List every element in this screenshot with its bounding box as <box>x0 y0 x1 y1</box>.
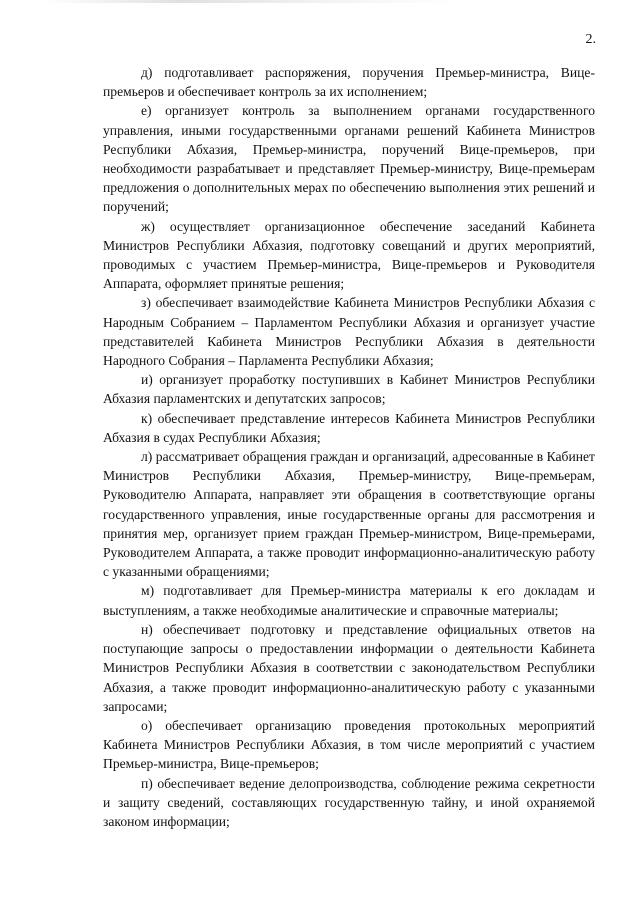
paragraph-o: о) обеспечивает организацию проведения протокольных мероприятий Кабинета Министров Республики Абхазия, в том числе мероприятий с участием Премьер-министра, Вице-премьеров; <box>103 717 595 772</box>
paragraph-p: п) обеспечивает ведение делопроизводства, соблюдение режима секретности и защиту сведений, составляющих государственную тайну, и иной охраняемой законом информации; <box>103 775 595 829</box>
paragraph-z: з) обеспечивает взаимодействие Кабинета Министров Республики Абхазия с Народным Собранием – Парламентом Республики Абхазия и организует участие представителей Кабинета Министров Республики Абхазия в деятельности Народного Собрания – Парламента Республики Абхазия; <box>103 295 595 369</box>
document-body <box>103 63 595 831</box>
page-number: 2. <box>585 32 596 47</box>
paragraph-k: к) обеспечивает представление интересов Кабинета Министров Республики Абхазия в судах Республики Абхазия; <box>103 410 595 445</box>
paragraph-i: и) организует проработку поступивших в Кабинет Министров Республики Абхазия парламентских и депутатских запросов; <box>103 372 595 407</box>
paragraph-e: е) организует контроль за выполнением органами государственного управления, иными государственными органами решений Кабинета Министров Республики Абхазия, Премьер-министра, поручений Вице-премьеров, при необходимости разрабатывает и представляет Премьер-министру, Вице-премьерам предложения о дополнительных мерах по обеспечению выполнения этих решений и поручений; <box>103 103 595 215</box>
paragraph-zh: ж) осуществляет организационное обеспечение заседаний Кабинета Министров Республики Абхазия, подготовку совещаний и других мероприятий, проводимых с участием Премьер-министра, Вице-премьеров и Руководителя Аппарата, оформляет принятые решения; <box>103 218 595 292</box>
paragraph-l: л) рассматривает обращения граждан и организаций, адресованные в Кабинет Министров Республики Абхазия, Премьер-министру, Вице-премьерам, Руководителю Аппарата, направляет эти обращения в соответствующие органы государственного управления, иные государственные органы для рассмотрения и принятия мер, организует прием граждан Премьер-министром, Вице-премьерами, Руководителем Аппарата, а также проводит информационно-аналитическую работу с указанными обращениями; <box>103 449 595 580</box>
paragraph-n: н) обеспечивает подготовку и представление официальных ответов на поступающие запросы о предоставлении информации о деятельности Кабинета Министров Республики Абхазия в соответствии с законодательством Республики Абхазия, а также проводит информационно-аналитическую работу с указанными запросами; <box>103 621 595 714</box>
paragraph-d: д) подготавливает распоряжения, поручения Премьер-министра, Вице-премьеров и обеспечивает контроль за их исполнением; <box>103 65 595 100</box>
paragraph-m: м) подготавливает для Премьер-министра материалы к его докладам и выступлениям, а также необходимые аналитические и справочные материалы; <box>103 583 595 618</box>
scan-edge-artifact <box>40 0 460 3</box>
